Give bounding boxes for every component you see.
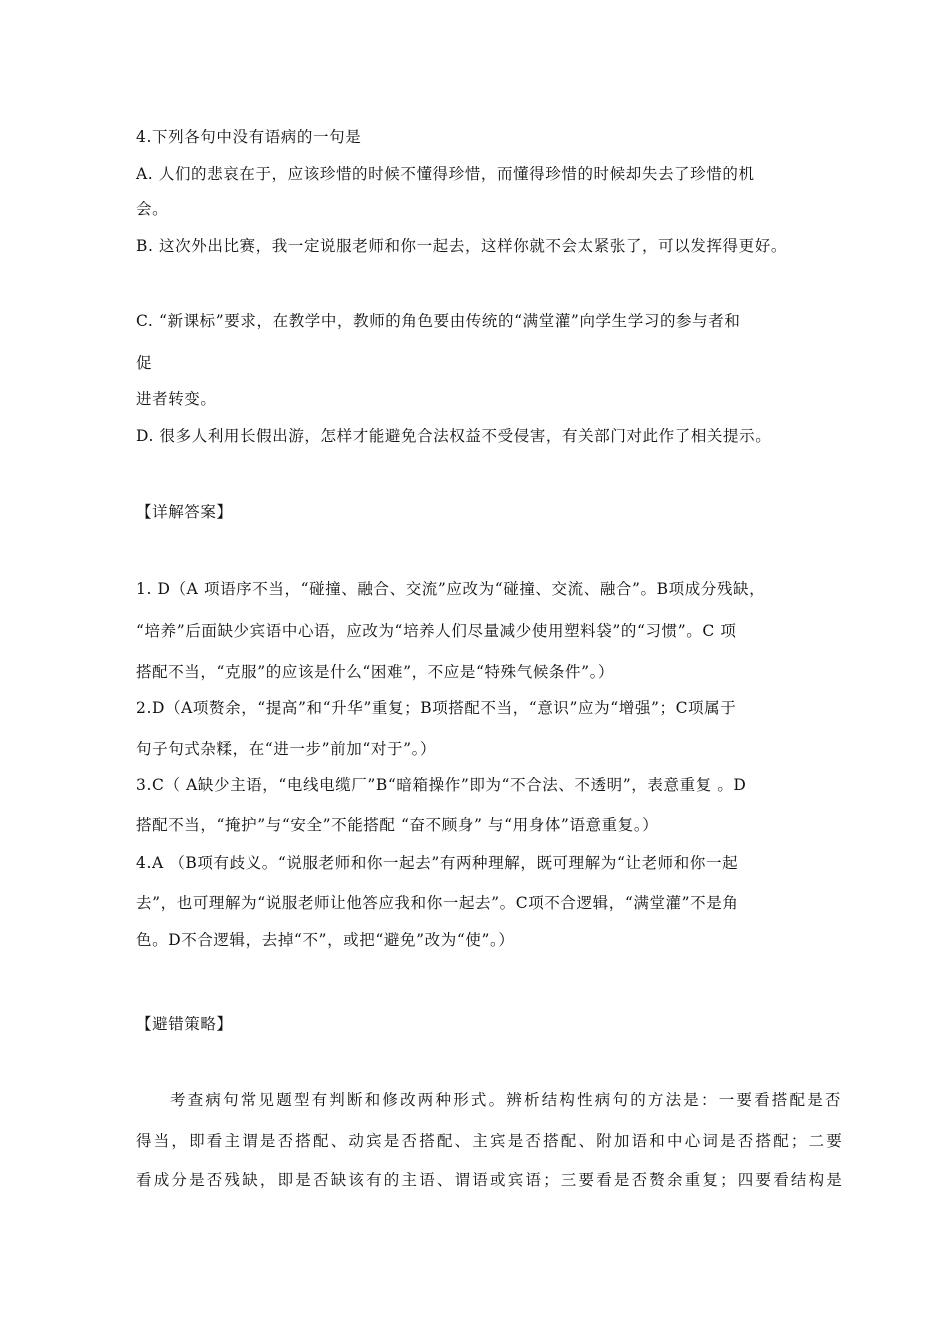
- answers-heading: 【详解答案】: [136, 503, 233, 521]
- question-stem: 4.下列各句中没有语病的一句是: [136, 128, 362, 146]
- answer-line: 1. D（A 项语序不当，“碰撞、融合、交流”应改为“碰撞、交流、融合”。B项成分残缺，: [136, 580, 766, 598]
- option-c-line-2: 促: [136, 354, 153, 372]
- strategy-line: 考查病句常见题型有判断和修改两种形式。辨析结构性病句的方法是：一要看搭配是否: [170, 1091, 843, 1109]
- answer-line: “培养”后面缺少宾语中心语，应改为“培养人们尽量减少使用塑料袋”的“习惯”。C 项: [136, 622, 737, 640]
- option-c-line-1: C. “新课标”要求，在教学中，教师的角色要由传统的“满堂灌”向学生学习的参与者和: [136, 312, 741, 330]
- strategy-heading: 【避错策略】: [136, 1015, 233, 1033]
- option-d: D. 很多人利用长假出游，怎样才能避免合法权益不受侵害，有关部门对此作了相关提示。: [136, 427, 772, 445]
- answer-line: 3.C（ A缺少主语，“电线电缆厂”B“暗箱操作”即为“不合法、不透明”，表意重复 。D: [136, 776, 747, 794]
- option-a-line-2: 会。: [136, 200, 169, 218]
- option-a-line-1: A. 人们的悲哀在于，应该珍惜的时候不懂得珍惜，而懂得珍惜的时候却失去了珍惜的机: [136, 165, 755, 183]
- answer-line: 句子句式杂糅，在“进一步”前加“对于”。）: [136, 740, 437, 758]
- strategy-line: 得当，即看主谓是否搭配、动宾是否搭配、主宾是否搭配、附加语和中心词是否搭配；二要: [136, 1132, 845, 1150]
- answer-line: 色。D不合逻辑，去掉“不”，或把“避免”改为“使”。）: [136, 931, 515, 949]
- option-c-line-3: 进者转变。: [136, 390, 217, 408]
- answer-line: 搭配不当，“克服”的应该是什么“困难”，不应是“特殊气候条件”。）: [136, 663, 615, 681]
- answer-line: 4.A （B项有歧义。“说服老师和你一起去”有两种理解，既可理解为“让老师和你一起: [136, 854, 739, 872]
- answer-line: 2.D（A项赘余，“提高”和“升华”重复；B项搭配不当，“意识”应为“增强”；C项属于: [136, 699, 737, 717]
- strategy-line: 看成分是否残缺，即是否缺该有的主语、谓语或宾语；三要看是否赘余重复；四要看结构是: [136, 1171, 845, 1189]
- answer-line: 去”，也可理解为“说服老师让他答应我和你一起去”。C项不合逻辑，“满堂灌”不是角: [136, 894, 739, 912]
- option-b: B. 这次外出比赛，我一定说服老师和你一起去，这样你就不会太紧张了，可以发挥得更好。: [136, 237, 787, 255]
- answer-line: 搭配不当，“掩护”与“安全”不能搭配 “奋不顾身” 与“用身体”语意重复。）: [136, 816, 659, 834]
